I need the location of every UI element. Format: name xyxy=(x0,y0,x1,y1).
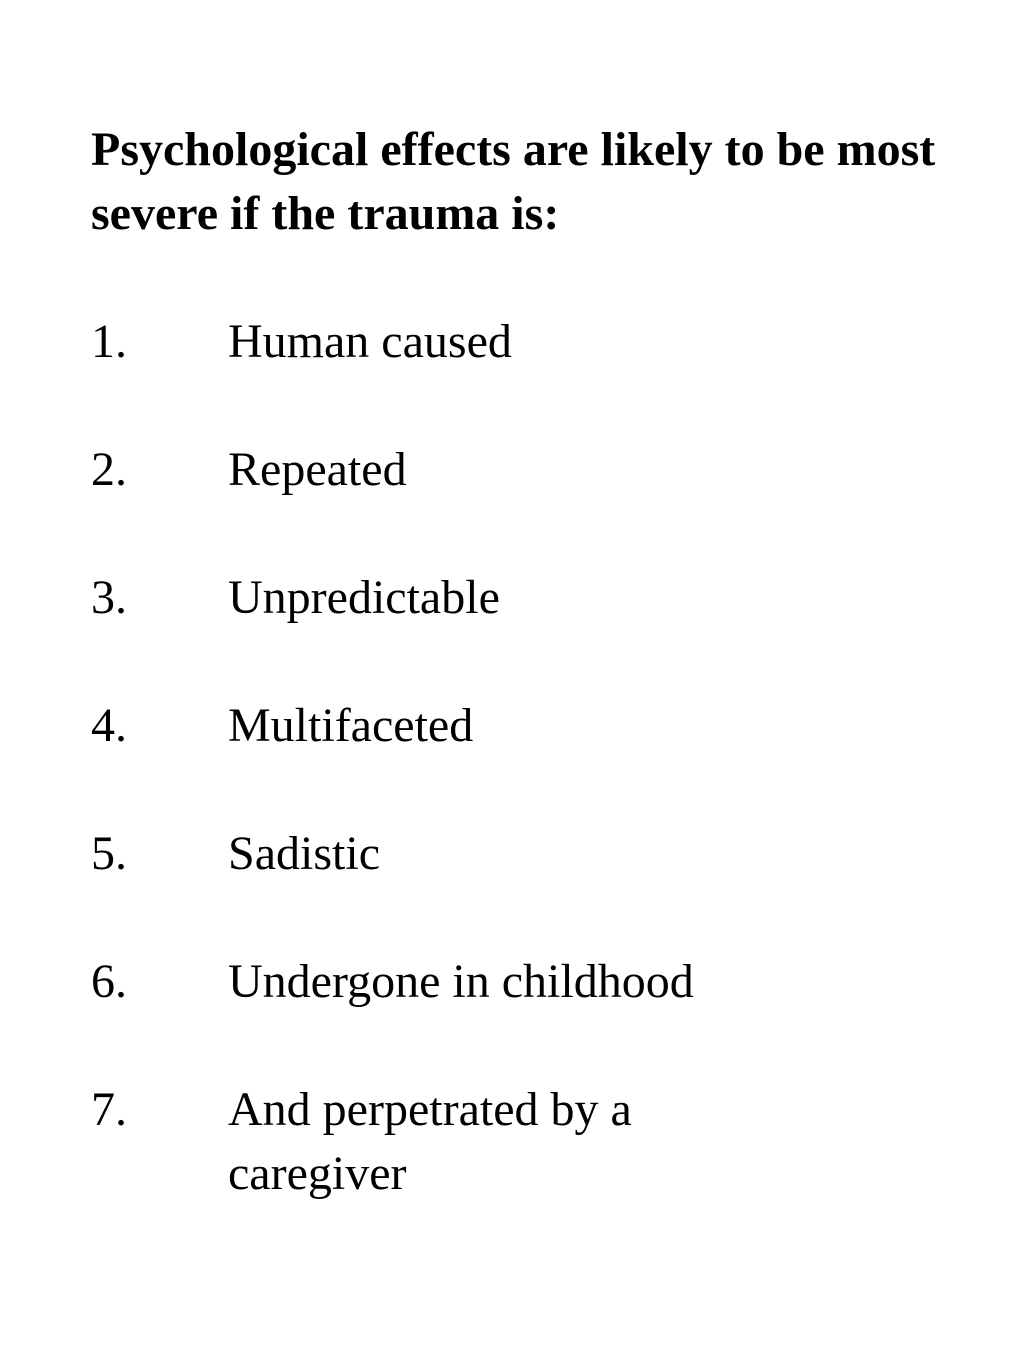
list-item-text: Multifaceted xyxy=(228,699,474,752)
list-item xyxy=(91,1078,951,1206)
list-item-text: Unpredictable xyxy=(228,571,500,624)
list-item xyxy=(91,822,951,886)
list-item xyxy=(91,438,951,502)
list-item xyxy=(91,310,951,374)
list-item-number: 4. xyxy=(91,699,127,752)
list-item-text: Human caused xyxy=(228,315,512,368)
list-item xyxy=(91,950,951,1014)
page-heading: Psychological effects are likely to be most severe if the trauma is: xyxy=(91,123,936,240)
trauma-factor-list xyxy=(91,310,951,1270)
list-item xyxy=(91,694,951,758)
list-item-text: And perpetrated by a caregiver xyxy=(228,1083,632,1200)
list-item-number: 1. xyxy=(91,315,127,368)
list-item-number: 5. xyxy=(91,827,127,880)
list-item-number: 3. xyxy=(91,571,127,624)
list-item-number: 7. xyxy=(91,1083,127,1136)
list-item xyxy=(91,566,951,630)
list-item-text: Sadistic xyxy=(228,827,380,880)
list-item-text: Undergone in childhood xyxy=(228,955,694,1008)
list-item-number: 6. xyxy=(91,955,127,1008)
list-item-text: Repeated xyxy=(228,443,407,496)
list-item-number: 2. xyxy=(91,443,127,496)
